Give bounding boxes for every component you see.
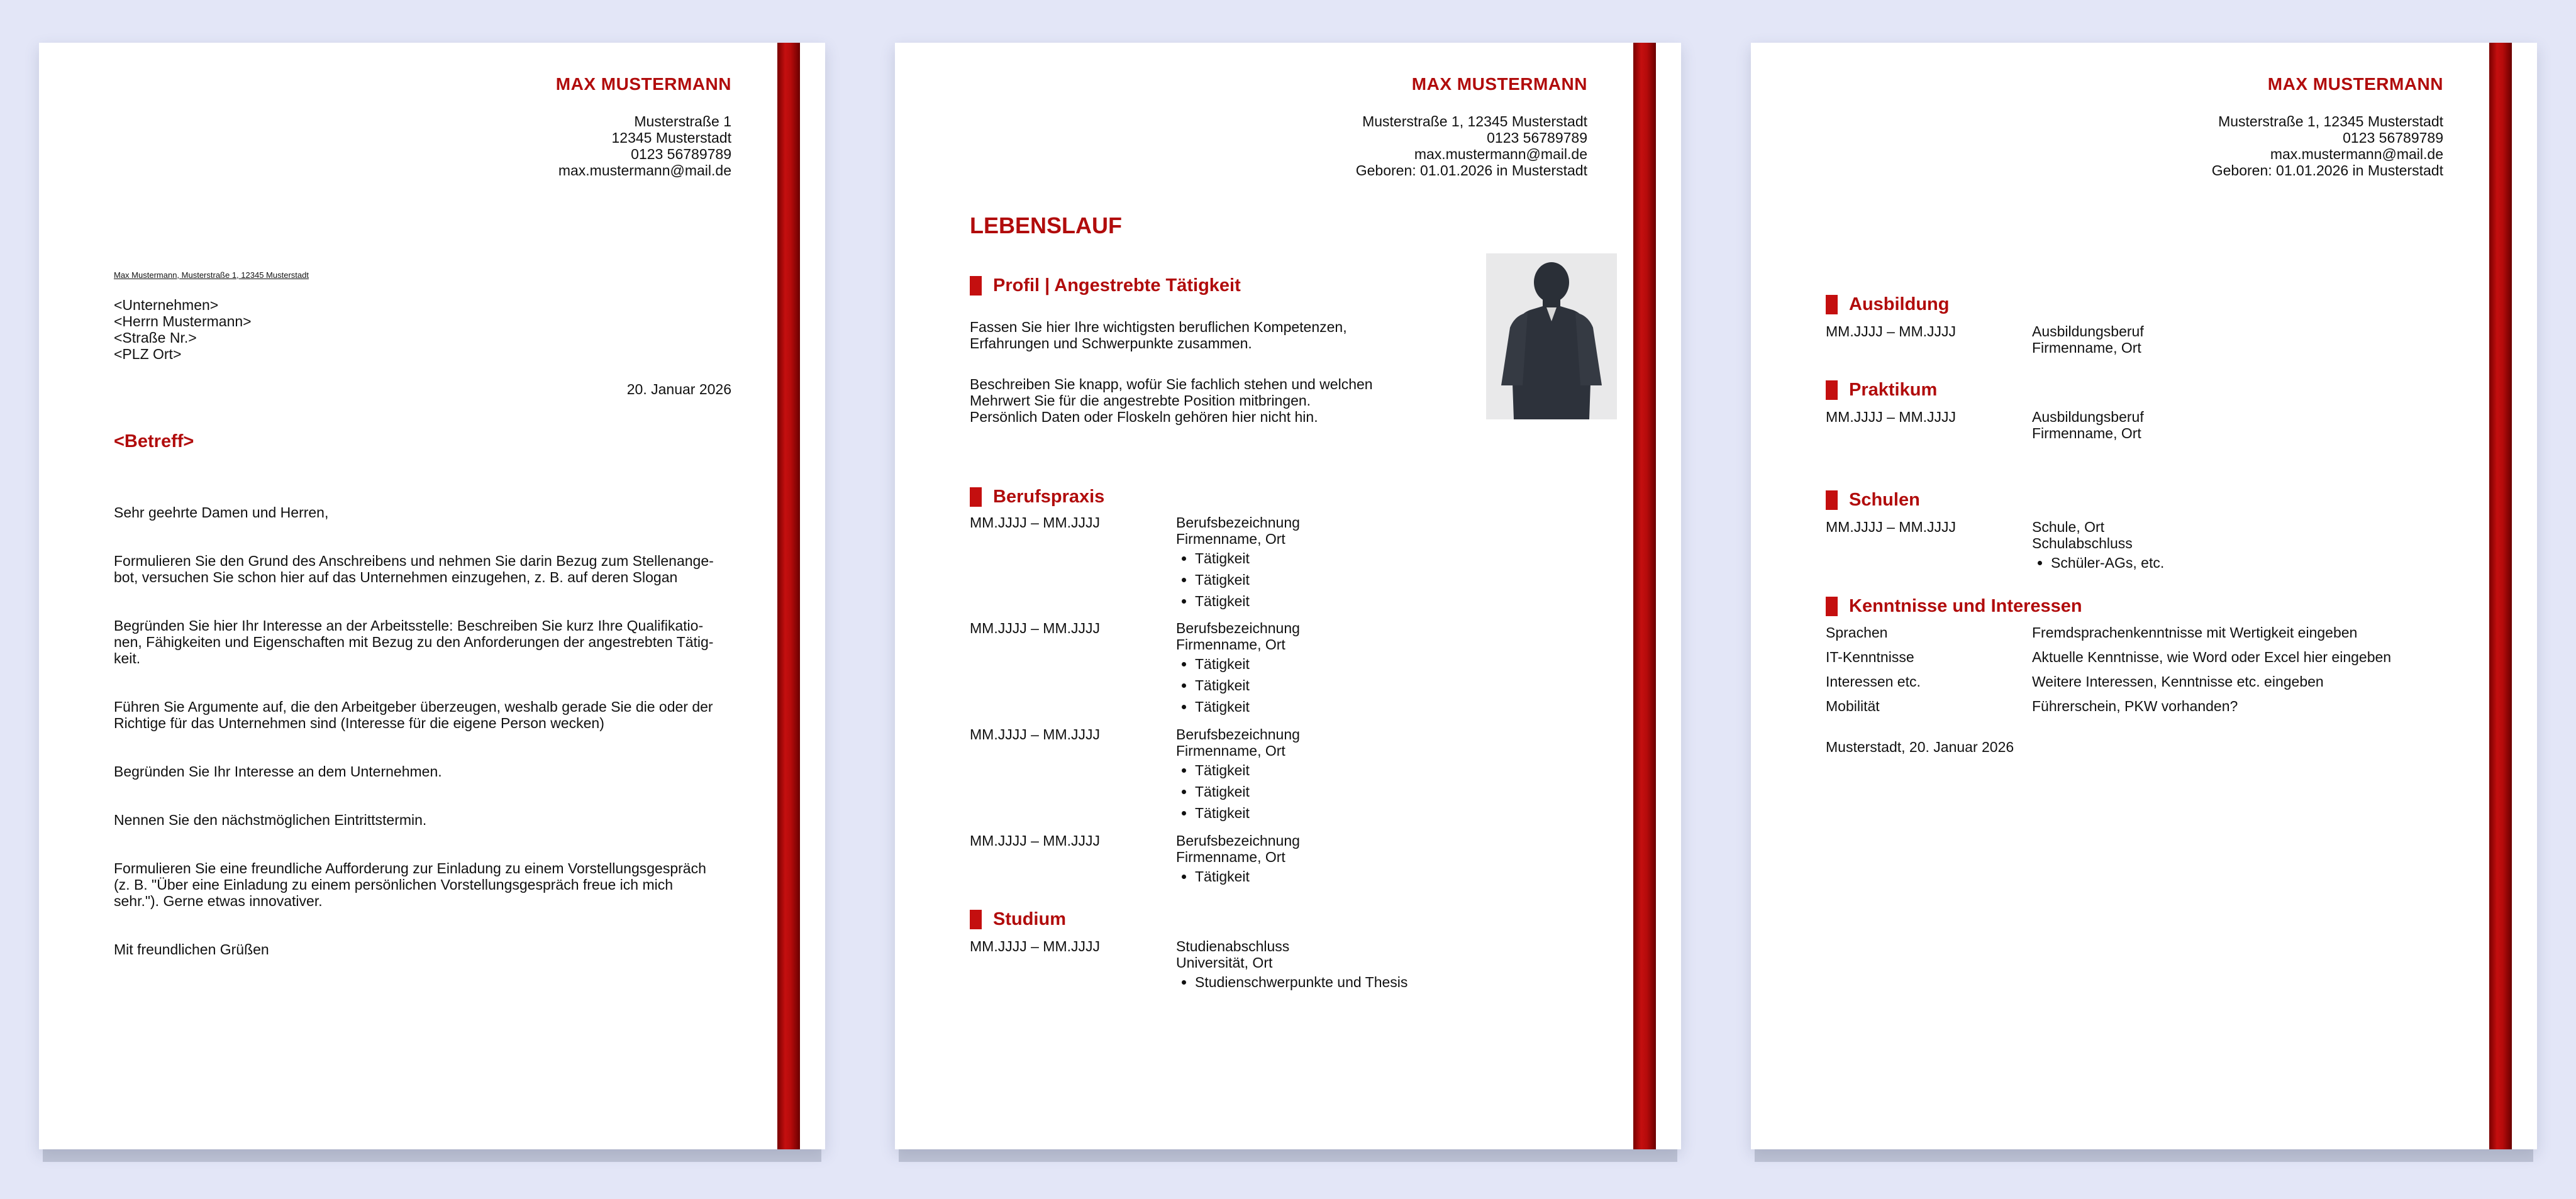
section-heading-schulen xyxy=(1826,490,1920,511)
letter-paragraph: Begründen Sie Ihr Interesse an dem Unternehmen. xyxy=(114,763,442,780)
skill-label: Mobilität xyxy=(1826,698,1880,714)
letter-paragraph: Begründen Sie hier Ihr Interesse an der Arbeitsstelle: Beschreiben Sie kurz Ihre Qualifikatio- nen, Fähigkeiten und Eigenschaften mit Bezug zu den Anforderungen der angestrebten Tätig- keit. xyxy=(114,617,714,666)
skills-row xyxy=(1826,673,2455,690)
section-heading-kenntnisse xyxy=(1826,596,2082,617)
cv-contact xyxy=(1356,113,1587,179)
section-heading-praktikum xyxy=(1826,380,1937,401)
accent-stripe xyxy=(1633,43,1656,1149)
profile-paragraph: Beschreiben Sie knapp, wofür Sie fachlich stehen und welchen Mehrwert Sie für die angestrebte Position mitbringen. Persönlich Daten oder Floskeln gehören hier nicht hin. xyxy=(970,376,1373,425)
task-item: • Tätigkeit xyxy=(1195,783,1599,800)
section-heading-berufspraxis xyxy=(970,487,1104,507)
cv-contact xyxy=(2212,113,2443,179)
entry-place: Firmenname, Ort xyxy=(2032,425,2141,441)
place-and-date: Musterstadt, 20. Januar 2026 xyxy=(1826,739,2014,755)
task-item: • Tätigkeit xyxy=(1195,677,1599,693)
skills-row xyxy=(1826,698,2455,714)
task-list xyxy=(1176,868,1599,885)
recipient-line: <Herrn Mustermann> xyxy=(114,313,252,329)
skill-value: Weitere Interessen, Kenntnisse etc. eingeben xyxy=(2032,673,2324,690)
letter-paragraph: Führen Sie Argumente auf, die den Arbeitgeber überzeugen, weshalb gerade Sie die oder der Richtige für das Unternehmen sind (Interesse für die eigene Person wecken) xyxy=(114,699,713,731)
section-marker xyxy=(970,487,982,507)
entry-title: Schule, Ort xyxy=(2032,519,2105,535)
letter-paragraph: Nennen Sie den nächstmöglichen Eintrittstermin. xyxy=(114,812,427,828)
entry-title: Berufsbezeichnung xyxy=(1176,620,1300,636)
entry-place: Firmenname, Ort xyxy=(1176,636,1285,653)
letter-subject: <Betreff> xyxy=(114,431,194,451)
section-marker xyxy=(1826,380,1838,400)
entry-date: MM.JJJJ – MM.JJJJ xyxy=(970,938,1100,954)
task-item: • Tätigkeit xyxy=(1195,656,1599,672)
experience-entry xyxy=(970,832,1599,890)
recipient-line: <Straße Nr.> xyxy=(114,329,197,346)
section-title: Profil | Angestrebte Tätigkeit xyxy=(993,275,1241,296)
entry-date: MM.JJJJ – MM.JJJJ xyxy=(1826,519,1956,535)
skill-value: Führerschein, PKW vorhanden? xyxy=(2032,698,2238,714)
section-title: Kenntnisse und Interessen xyxy=(1849,596,2082,616)
task-list xyxy=(1176,656,1599,715)
section-marker xyxy=(1826,295,1838,314)
entry-title: Ausbildungsberuf xyxy=(2032,409,2144,425)
task-item: • Tätigkeit xyxy=(1195,762,1599,778)
phone: 0123 56789789 xyxy=(2343,130,2443,146)
entry-date: MM.JJJJ – MM.JJJJ xyxy=(970,514,1100,531)
education-entry xyxy=(970,938,1599,995)
entry-title: Berufsbezeichnung xyxy=(1176,514,1300,531)
entry-date: MM.JJJJ – MM.JJJJ xyxy=(970,620,1100,636)
entry-place: Firmenname, Ort xyxy=(2032,340,2141,356)
school-entry xyxy=(1826,519,2455,576)
section-heading-profile xyxy=(970,275,1241,296)
section-heading-ausbildung xyxy=(1826,294,1949,315)
cover-letter-page xyxy=(39,43,825,1149)
internship-entry xyxy=(1826,409,2455,441)
section-heading-studium xyxy=(970,909,1066,930)
sender-address xyxy=(558,113,731,179)
recipient-address xyxy=(114,297,252,362)
section-marker xyxy=(970,910,982,929)
accent-stripe xyxy=(777,43,800,1149)
entry-date: MM.JJJJ – MM.JJJJ xyxy=(1826,409,1956,425)
experience-entry xyxy=(970,726,1599,826)
cv-page-2 xyxy=(1751,43,2537,1149)
task-item: • Studienschwerpunkte und Thesis xyxy=(1195,974,1599,990)
skill-label: Interessen etc. xyxy=(1826,673,1921,690)
entry-date: MM.JJJJ – MM.JJJJ xyxy=(1826,323,1956,340)
address-line: Musterstraße 1 xyxy=(634,113,731,130)
task-list xyxy=(1176,550,1599,609)
experience-entry xyxy=(970,514,1599,614)
accent-stripe xyxy=(2489,43,2512,1149)
birth-info: Geboren: 01.01.2026 in Musterstadt xyxy=(2211,162,2443,179)
cv-page-1 xyxy=(895,43,1681,1149)
applicant-name: MAX MUSTERMANN xyxy=(2267,74,2443,94)
recipient-line: <PLZ Ort> xyxy=(114,346,182,362)
letter-date: 20. Januar 2026 xyxy=(626,381,731,397)
salutation: Sehr geehrte Damen und Herren, xyxy=(114,504,329,521)
task-list xyxy=(1176,762,1599,821)
task-item: • Tätigkeit xyxy=(1195,550,1599,566)
section-title: Praktikum xyxy=(1849,380,1938,400)
section-title: Schulen xyxy=(1849,490,1920,510)
entry-place: Schulabschluss xyxy=(2032,535,2133,551)
phone: 0123 56789789 xyxy=(1487,130,1587,146)
email: max.mustermann@mail.de xyxy=(558,162,731,179)
profile-text xyxy=(970,302,1423,441)
address-line: 12345 Musterstadt xyxy=(611,130,731,146)
entry-title: Berufsbezeichnung xyxy=(1176,832,1300,849)
skill-label: Sprachen xyxy=(1826,624,1888,641)
task-list xyxy=(2032,555,2455,571)
email: max.mustermann@mail.de xyxy=(2270,146,2443,162)
entry-place: Firmenname, Ort xyxy=(1176,531,1285,547)
section-marker xyxy=(1826,490,1838,510)
skill-label: IT-Kenntnisse xyxy=(1826,649,1914,665)
profile-photo xyxy=(1486,253,1617,419)
entry-place: Firmenname, Ort xyxy=(1176,849,1285,865)
task-item: • Tätigkeit xyxy=(1195,593,1599,609)
skills-row xyxy=(1826,649,2455,665)
letter-paragraph: Formulieren Sie den Grund des Anschreibens und nehmen Sie darin Bezug zum Stellenange- bot, versuchen Sie schon hier auf das Unternehmen einzugehen, z. B. auf deren Slogan xyxy=(114,553,714,585)
entry-title: Berufsbezeichnung xyxy=(1176,726,1300,743)
task-item: • Tätigkeit xyxy=(1195,805,1599,821)
section-marker xyxy=(970,276,982,296)
address-line: Musterstraße 1, 12345 Musterstadt xyxy=(1362,113,1587,130)
phone: 0123 56789789 xyxy=(631,146,731,162)
task-item: • Tätigkeit xyxy=(1195,699,1599,715)
letter-body xyxy=(114,488,730,990)
skills-row xyxy=(1826,624,2455,641)
training-entry xyxy=(1826,323,2455,356)
closing: Mit freundlichen Grüßen xyxy=(114,941,269,958)
section-title: Ausbildung xyxy=(1849,294,1950,314)
task-item: • Tätigkeit xyxy=(1195,868,1599,885)
letter-paragraph: Formulieren Sie eine freundliche Aufforderung zur Einladung zu einem Vorstellungsgespräch (z. B. "Über eine Einladung zu einem persönlichen Vorstellungsgespräch freue ich mich sehr."). Gerne etwas innovativer. xyxy=(114,860,706,909)
entry-title: Ausbildungsberuf xyxy=(2032,323,2144,340)
entry-place: Universität, Ort xyxy=(1176,954,1273,971)
sender-return-line: Max Mustermann, Musterstraße 1, 12345 Musterstadt xyxy=(114,270,309,280)
section-title: Berufspraxis xyxy=(993,487,1105,507)
applicant-name: MAX MUSTERMANN xyxy=(555,74,731,94)
address-line: Musterstraße 1, 12345 Musterstadt xyxy=(2218,113,2443,130)
birth-info: Geboren: 01.01.2026 in Musterstadt xyxy=(1355,162,1587,179)
entry-title: Studienabschluss xyxy=(1176,938,1290,954)
skill-value: Aktuelle Kenntnisse, wie Word oder Excel hier eingeben xyxy=(2032,649,2392,665)
person-silhouette-icon xyxy=(1486,253,1617,419)
task-item: • Tätigkeit xyxy=(1195,572,1599,588)
experience-entry xyxy=(970,620,1599,720)
recipient-line: <Unternehmen> xyxy=(114,297,219,313)
task-item: • Schüler-AGs, etc. xyxy=(2051,555,2455,571)
profile-paragraph: Fassen Sie hier Ihre wichtigsten beruflichen Kompetenzen, Erfahrungen und Schwerpunkte zusammen. xyxy=(970,319,1347,351)
skill-value: Fremdsprachenkenntnisse mit Wertigkeit eingeben xyxy=(2032,624,2358,641)
entry-place: Firmenname, Ort xyxy=(1176,743,1285,759)
task-list xyxy=(1176,974,1599,990)
cv-title: LEBENSLAUF xyxy=(970,213,1122,238)
section-title: Studium xyxy=(993,909,1066,929)
entry-date: MM.JJJJ – MM.JJJJ xyxy=(970,726,1100,743)
entry-date: MM.JJJJ – MM.JJJJ xyxy=(970,832,1100,849)
email: max.mustermann@mail.de xyxy=(1414,146,1587,162)
section-marker xyxy=(1826,597,1838,616)
applicant-name: MAX MUSTERMANN xyxy=(1411,74,1587,94)
